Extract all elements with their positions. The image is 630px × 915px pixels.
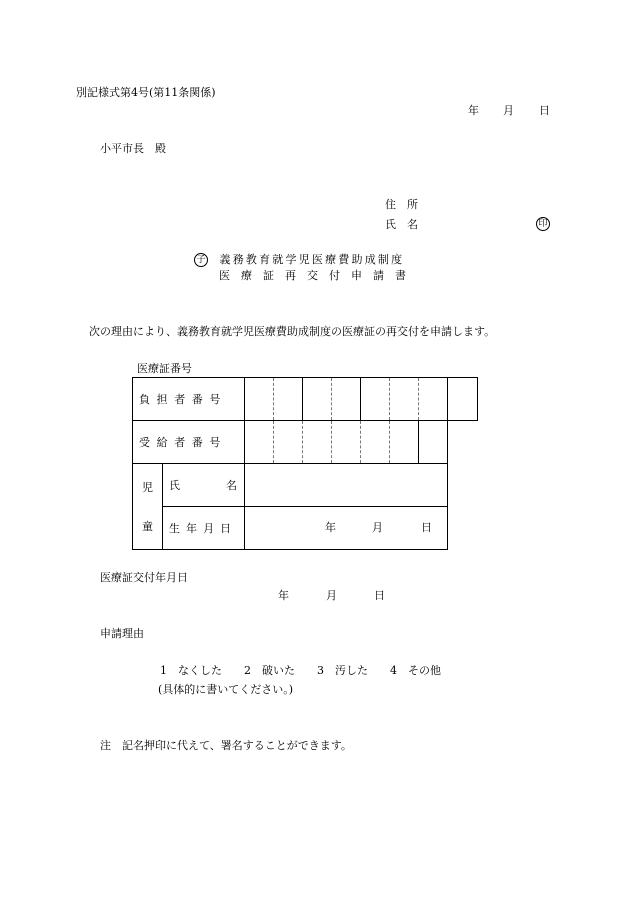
burden-digit[interactable] <box>274 378 303 421</box>
recipient-digit[interactable] <box>332 421 361 464</box>
recipient-digit[interactable] <box>245 421 274 464</box>
name-label: 氏 名 <box>385 218 418 231</box>
title-line-1 <box>194 253 404 267</box>
reason-label: 申請理由 <box>100 627 144 640</box>
reason-options: 1 なくした 2 破いた 3 汚した 4 その他 <box>160 664 441 677</box>
table-blank <box>448 464 478 507</box>
recipient-digit[interactable] <box>303 421 332 464</box>
date-day: 日 <box>539 104 550 117</box>
burden-digit[interactable] <box>448 378 478 421</box>
issue-day: 日 <box>374 589 385 602</box>
issue-date-label: 医療証交付年月日 <box>100 571 188 584</box>
burden-digit[interactable] <box>361 378 390 421</box>
burden-digit[interactable] <box>390 378 419 421</box>
table-blank <box>448 421 478 464</box>
burden-digit[interactable] <box>245 378 274 421</box>
issue-year: 年 <box>278 589 289 602</box>
dob-year: 年 <box>325 521 336 534</box>
title-text: 義務教育就学児医療費助成制度 <box>219 253 405 266</box>
date-month: 月 <box>503 104 514 117</box>
child-name-label <box>163 464 245 507</box>
issue-month: 月 <box>326 589 337 602</box>
recipient-digit[interactable] <box>274 421 303 464</box>
reason-note: (具体的に書いてください。) <box>158 683 294 696</box>
dob-month: 月 <box>372 521 383 534</box>
burden-row <box>133 378 478 421</box>
name-label-2: 名 <box>226 478 237 492</box>
name-label-1: 氏 <box>169 478 180 492</box>
dob-label: 生年月日 <box>163 507 245 550</box>
form-id: 別記様式第4号(第11条関係) <box>76 86 216 99</box>
child-name-row <box>133 464 478 507</box>
table-blank <box>448 507 478 550</box>
title-line-2: 医 療 証 再 交 付 申 請 書 <box>219 269 406 282</box>
footnote: 注 記名押印に代えて、署名することができます。 <box>100 739 352 752</box>
child-dob-row <box>133 507 478 550</box>
seal-mark <box>536 217 550 231</box>
certificate-table <box>132 377 478 550</box>
child-mark: 子 <box>194 253 208 267</box>
child-label-2: 童 <box>142 519 153 533</box>
recipient-row <box>133 421 478 464</box>
burden-digit[interactable] <box>303 378 332 421</box>
seal-circle: 印 <box>536 217 550 231</box>
burden-label: 負担者番号 <box>133 378 245 421</box>
recipient-digit[interactable] <box>361 421 390 464</box>
child-label-1: 児 <box>142 480 153 494</box>
recipient-digit[interactable] <box>419 421 448 464</box>
burden-digit[interactable] <box>332 378 361 421</box>
dob-field[interactable] <box>245 507 448 550</box>
addressee: 小平市長 殿 <box>100 142 166 155</box>
recipient-label: 受給者番号 <box>133 421 245 464</box>
child-name-field[interactable] <box>245 464 448 507</box>
date-year: 年 <box>468 104 479 117</box>
address-label: 住 所 <box>385 198 418 211</box>
intro-text: 次の理由により、義務教育就学児医療費助成制度の医療証の再交付を申請します。 <box>89 325 496 338</box>
table-caption: 医療証番号 <box>137 362 192 375</box>
dob-day: 日 <box>421 521 432 534</box>
child-label <box>133 464 163 550</box>
burden-digit[interactable] <box>419 378 448 421</box>
recipient-digit[interactable] <box>390 421 419 464</box>
